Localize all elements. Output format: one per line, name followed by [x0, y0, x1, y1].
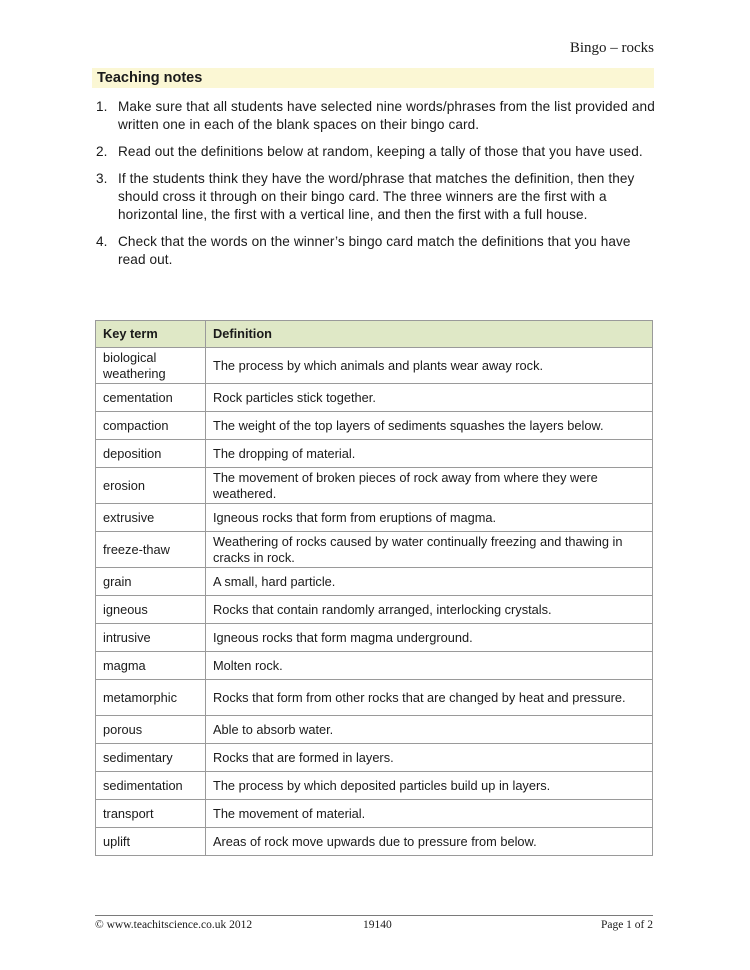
key-term-cell: porous: [96, 716, 206, 744]
key-term-cell: sedimentary: [96, 744, 206, 772]
table-row: [96, 348, 653, 384]
key-term-cell: compaction: [96, 412, 206, 440]
definition-cell: The weight of the top layers of sediments squashes the layers below.: [206, 412, 653, 440]
table-row: [96, 440, 653, 468]
key-term-cell: sedimentation: [96, 772, 206, 800]
table-row: [96, 412, 653, 440]
key-term-cell: cementation: [96, 384, 206, 412]
definition-cell: Igneous rocks that form magma underground.: [206, 624, 653, 652]
column-header-key-term: Key term: [96, 321, 206, 348]
table-row: [96, 716, 653, 744]
definition-cell: The movement of material.: [206, 800, 653, 828]
key-terms-table: [95, 320, 653, 856]
table-row: [96, 680, 653, 716]
section-title: Teaching notes: [92, 68, 654, 88]
note-item: [96, 98, 656, 134]
definition-cell: Weathering of rocks caused by water continually freezing and thawing in cracks in rock.: [206, 532, 653, 568]
key-term-cell: intrusive: [96, 624, 206, 652]
table-row: [96, 504, 653, 532]
key-term-cell: extrusive: [96, 504, 206, 532]
column-header-definition: Definition: [206, 321, 653, 348]
key-term-cell: deposition: [96, 440, 206, 468]
page-footer: [95, 915, 653, 933]
definition-cell: The movement of broken pieces of rock away from where they were weathered.: [206, 468, 653, 504]
table-row: [96, 568, 653, 596]
definition-cell: Rocks that are formed in layers.: [206, 744, 653, 772]
note-item: [96, 170, 656, 224]
table-row: [96, 468, 653, 504]
table-row: [96, 624, 653, 652]
teaching-notes-list: [96, 98, 656, 278]
definition-cell: Rock particles stick together.: [206, 384, 653, 412]
note-number: 2.: [96, 144, 108, 159]
note-text: Read out the definitions below at random, keeping a tally of those that you have used.: [118, 144, 643, 159]
key-term-cell: freeze-thaw: [96, 532, 206, 568]
table-row: [96, 772, 653, 800]
page-header-title: Bingo – rocks: [569, 40, 654, 56]
definition-cell: Rocks that contain randomly arranged, interlocking crystals.: [206, 596, 653, 624]
key-term-cell: transport: [96, 800, 206, 828]
key-term-cell: metamorphic: [96, 680, 206, 716]
table-row: [96, 800, 653, 828]
note-text: Make sure that all students have selected nine words/phrases from the list provided and written one in each of the blank spaces on their bingo card.: [118, 99, 655, 132]
definition-cell: Molten rock.: [206, 652, 653, 680]
definition-cell: Areas of rock move upwards due to pressure from below.: [206, 828, 653, 856]
note-item: [96, 143, 656, 161]
table-row: [96, 652, 653, 680]
note-text: Check that the words on the winner’s bingo card match the definitions that you have read out.: [118, 234, 631, 267]
footer-page-number: Page 1 of 2: [600, 919, 653, 931]
footer-resource-code: 19140: [363, 919, 392, 931]
note-item: [96, 233, 656, 269]
key-term-cell: igneous: [96, 596, 206, 624]
definition-cell: Igneous rocks that form from eruptions of magma.: [206, 504, 653, 532]
note-number: 1.: [96, 99, 108, 114]
table-row: [96, 596, 653, 624]
note-number: 3.: [96, 171, 108, 186]
table-row: [96, 532, 653, 568]
key-term-cell: biological weathering: [96, 348, 206, 384]
key-term-cell: uplift: [96, 828, 206, 856]
definition-cell: The process by which deposited particles build up in layers.: [206, 772, 653, 800]
definition-cell: The process by which animals and plants wear away rock.: [206, 348, 653, 384]
key-term-cell: erosion: [96, 468, 206, 504]
definition-cell: Able to absorb water.: [206, 716, 653, 744]
definition-cell: The dropping of material.: [206, 440, 653, 468]
definition-cell: A small, hard particle.: [206, 568, 653, 596]
table-row: [96, 384, 653, 412]
key-term-cell: magma: [96, 652, 206, 680]
table-row: [96, 828, 653, 856]
definition-cell: Rocks that form from other rocks that are changed by heat and pressure.: [206, 680, 653, 716]
key-term-cell: grain: [96, 568, 206, 596]
footer-copyright: © www.teachitscience.co.uk 2012: [95, 919, 253, 931]
note-number: 4.: [96, 234, 108, 249]
table-header-row: [96, 321, 653, 348]
table-row: [96, 744, 653, 772]
note-text: If the students think they have the word/phrase that matches the definition, then they should cross it through on their bingo card. The three winners are the first with a horizontal line, the first with a vertical line, and then the first with a full house.: [118, 171, 635, 222]
